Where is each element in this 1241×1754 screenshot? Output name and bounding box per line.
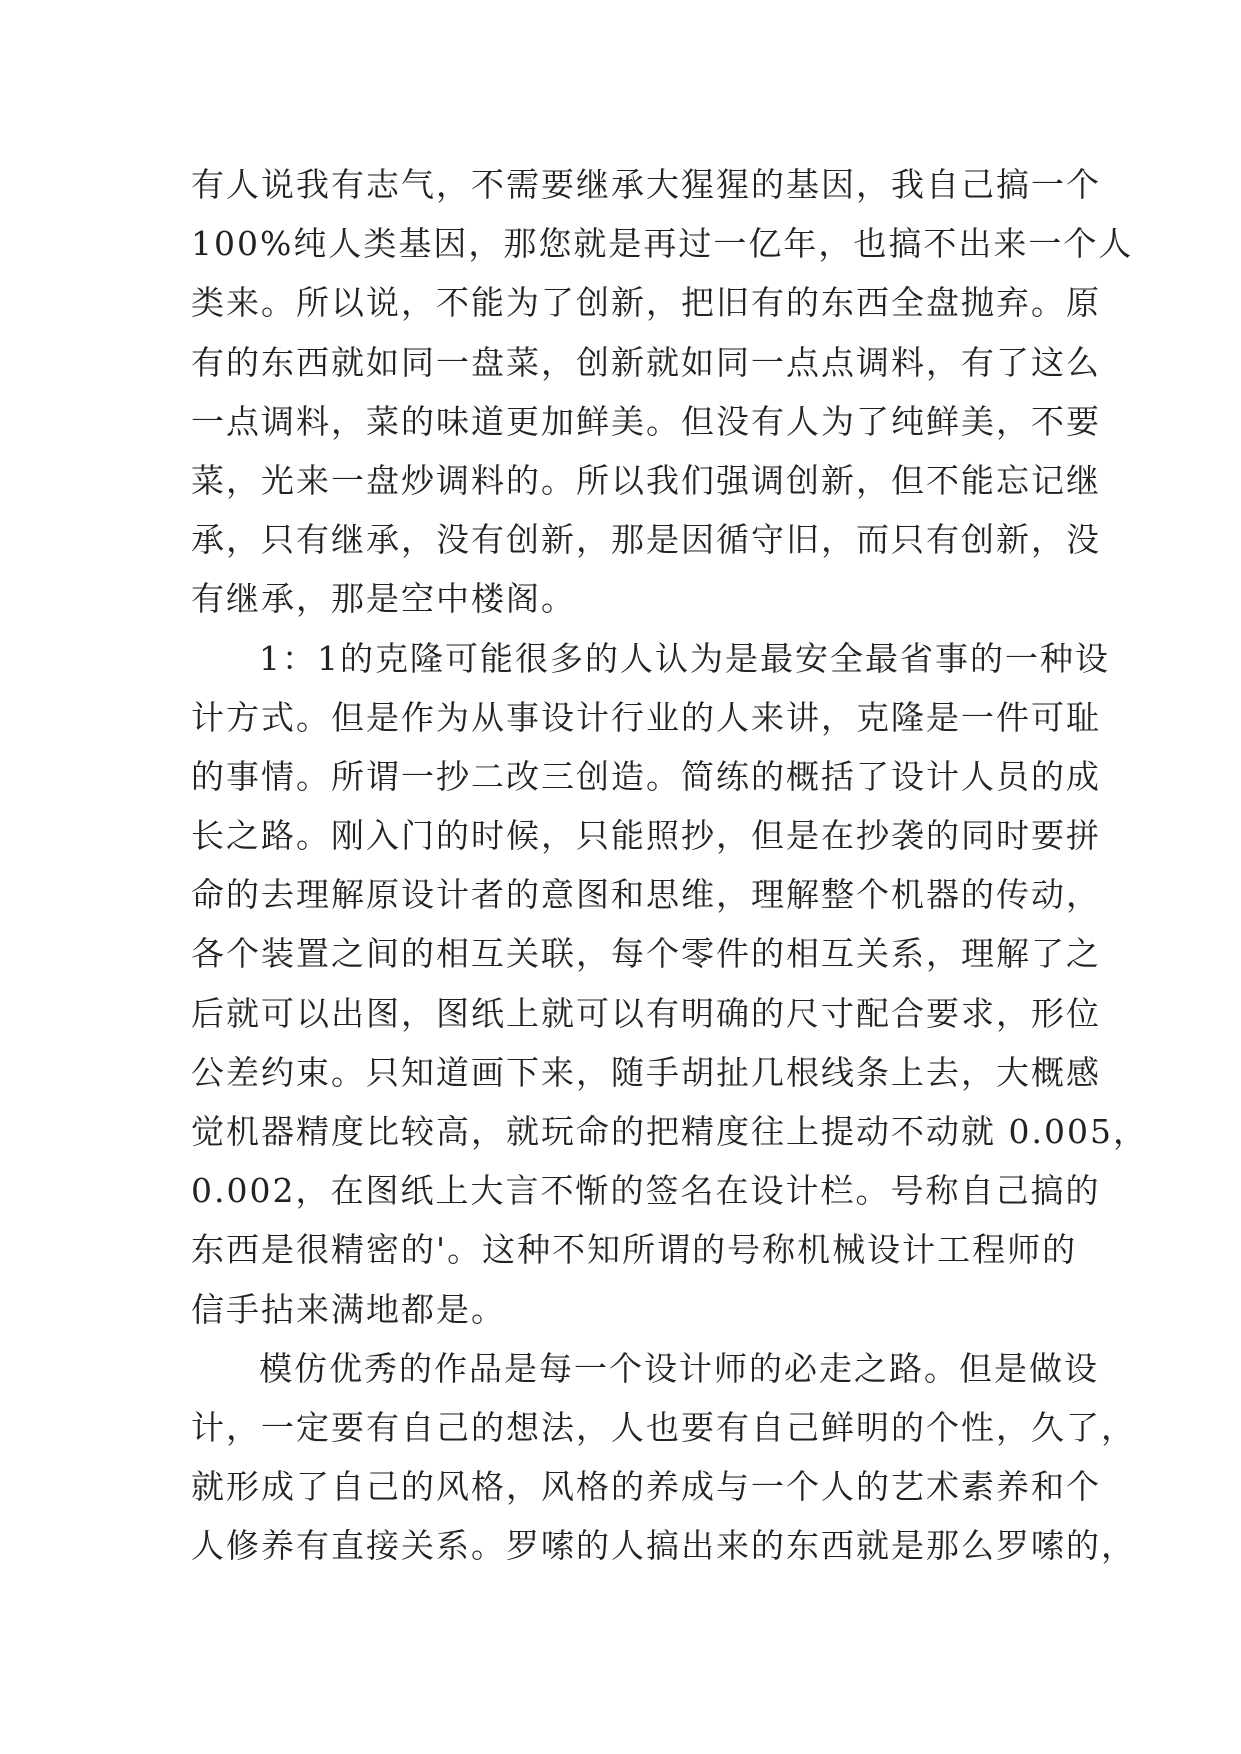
text-line: 0.002，在图纸上大言不惭的签名在设计栏。号称自己搞的 <box>191 1171 1101 1211</box>
text-line: 公差约束。只知道画下来，随手胡扯几根线条上去，大概感 <box>191 1052 1101 1092</box>
paragraph-1 <box>191 155 1134 629</box>
text-line: 计，一定要有自己的想法，人也要有自己鲜明的个性，久了， <box>191 1407 1136 1447</box>
text-line: 各个装置之间的相互关联，每个零件的相互关系，理解了之 <box>191 934 1101 974</box>
text-line: 信手拈来满地都是。 <box>191 1289 506 1329</box>
text-line: 人修养有直接关系。罗嗦的人搞出来的东西就是那么罗嗦的， <box>191 1526 1136 1566</box>
text-line: 类来。所以说，不能为了创新，把旧有的东西全盘抛弃。原 <box>191 283 1101 323</box>
text-line: 的事情。所谓一抄二改三创造。简练的概括了设计人员的成 <box>191 756 1101 796</box>
text-line: 后就可以出图，图纸上就可以有明确的尺寸配合要求，形位 <box>191 993 1101 1033</box>
text-line: 一点调料，菜的味道更加鲜美。但没有人为了纯鲜美，不要 <box>191 401 1101 441</box>
paragraph-2 <box>191 629 1148 1339</box>
text-line: 1：1的克隆可能很多的人认为是最安全最省事的一种设 <box>259 638 1110 678</box>
text-line: 命的去理解原设计者的意图和思维，理解整个机器的传动， <box>191 875 1101 915</box>
text-line: 模仿优秀的作品是每一个设计师的必走之路。但是做设 <box>259 1348 1099 1388</box>
body-text <box>191 155 1148 1576</box>
text-line: 承，只有继承，没有创新，那是因循守旧，而只有创新，没 <box>191 520 1101 560</box>
text-line: 就形成了自己的风格，风格的养成与一个人的艺术素养和个 <box>191 1467 1101 1507</box>
text-line: 有继承，那是空中楼阁。 <box>191 579 576 619</box>
text-line: 有的东西就如同一盘菜，创新就如同一点点调料，有了这么 <box>191 342 1101 382</box>
text-line: 100%纯人类基因，那您就是再过一亿年，也搞不出来一个人 <box>191 224 1134 264</box>
paragraph-3 <box>191 1339 1136 1576</box>
text-line: 东西是很精密的'。这种不知所谓的号称机械设计工程师的 <box>191 1230 1078 1270</box>
text-line: 有人说我有志气，不需要继承大猩猩的基因，我自己搞一个 <box>191 165 1101 204</box>
text-line: 觉机器精度比较高，就玩命的把精度往上提动不动就 0.005， <box>191 1112 1148 1151</box>
text-line: 长之路。刚入门的时候，只能照抄，但是在抄袭的同时要拼 <box>191 816 1101 856</box>
text-line: 菜，光来一盘炒调料的。所以我们强调创新，但不能忘记继 <box>191 460 1101 500</box>
text-line: 计方式。但是作为从事设计行业的人来讲，克隆是一件可耻 <box>191 697 1101 737</box>
